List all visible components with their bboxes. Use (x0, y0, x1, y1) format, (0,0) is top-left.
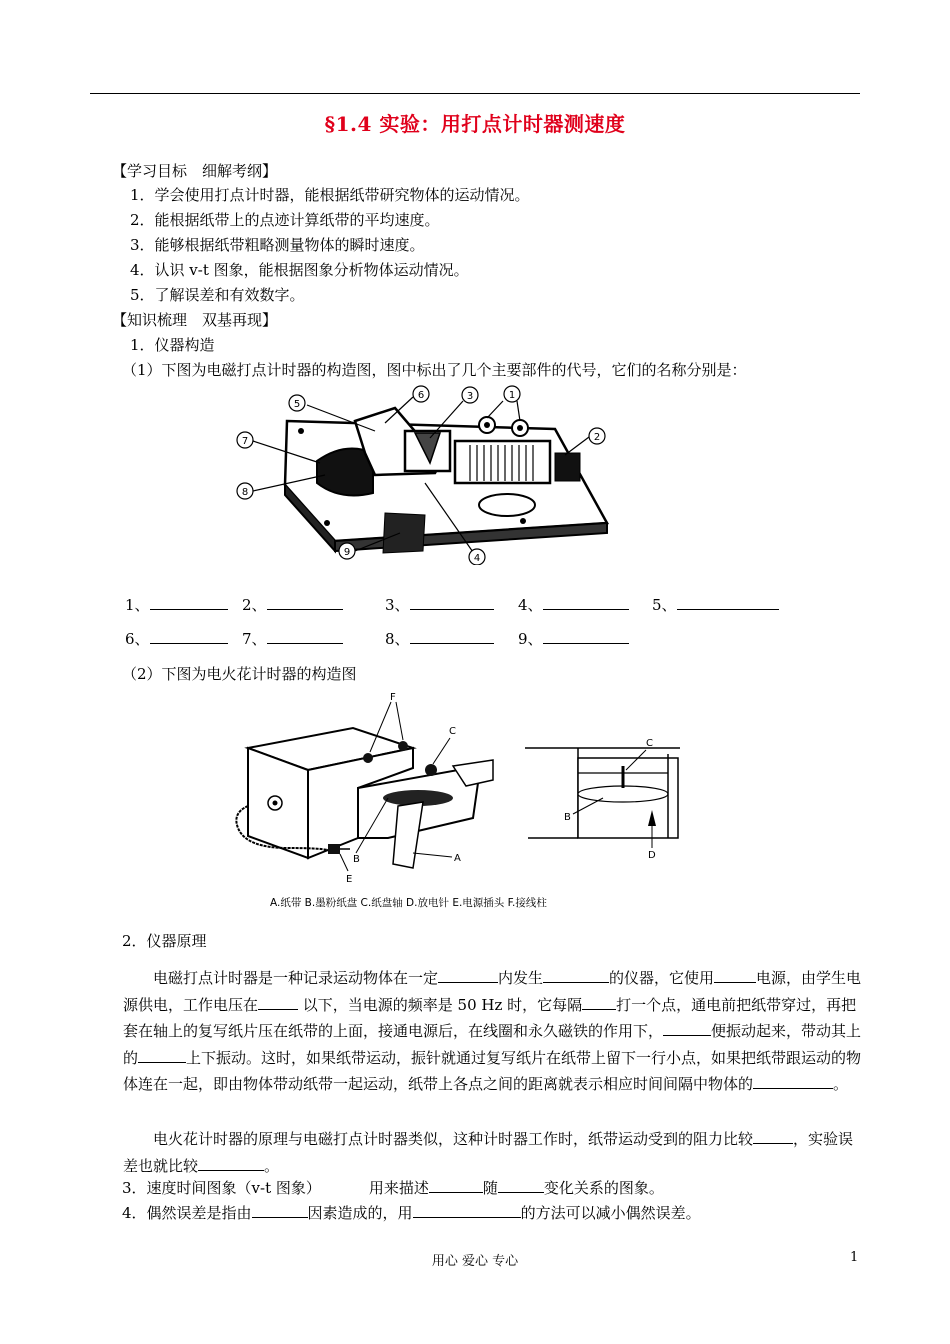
blank-p1-3[interactable] (714, 968, 756, 983)
answer-blank-6[interactable] (150, 629, 228, 644)
spark-diagram-caption: A.纸带 B.墨粉纸盘 C.纸盘轴 D.放电针 E.电源插头 F.接线柱 (270, 897, 547, 909)
goal-item-5: 5．了解误差和有效数字。 (130, 286, 305, 304)
answer-8: 8、 (385, 628, 494, 649)
section-2-heading: 2．仪器原理 (122, 932, 207, 950)
blank-s3-1[interactable] (429, 1178, 483, 1193)
answer-blank-3[interactable] (410, 595, 494, 610)
answer-4: 4、 (518, 594, 629, 615)
part-label-6: 6 (417, 390, 425, 401)
part-label-2: 2 (593, 432, 601, 443)
part-label-4: 4 (473, 553, 481, 564)
answer-blank-8[interactable] (410, 629, 494, 644)
part-label-7: 7 (241, 436, 249, 447)
answer-blank-9[interactable] (543, 629, 629, 644)
blank-p2-1[interactable] (753, 1129, 793, 1144)
part-label-1: 1 (508, 390, 516, 401)
header-rule (90, 93, 860, 94)
answer-blank-5[interactable] (677, 595, 779, 610)
goal-item-2: 2．能根据纸带上的点迹计算纸带的平均速度。 (130, 211, 440, 229)
section-3-text: 3．速度时间图象（v-t 图象） 用来描述 随 变化关系的图象。 (122, 1179, 664, 1197)
answer-6: 6、 (125, 628, 228, 649)
answer-blank-7[interactable] (267, 629, 343, 644)
answer-3: 3、 (385, 594, 494, 615)
spark-label-F: F (390, 692, 396, 703)
page-title: §1.4 实验：用打点计时器测速度 (324, 112, 626, 136)
blank-p1-5[interactable] (582, 995, 616, 1010)
principle-paragraph-1: 电磁打点计时器是一种记录运动物体在一定 内发生 的仪器，它使用 电源，由学生电源供电，工作电压在 以下，当电源的频率是 50 Hz 时，它每隔 打一个点，通电前把纸带穿过，再把套在轴上的复写纸片压在纸带的上面，接通电源后，在线圈和永久磁铁的作用下， 便振动起来，带动其上的 上下振动。这时，如果纸带运动，振针就通过复写纸片在纸带上留下一行小点，如果把纸带跟运动的物体连在一起，即由物体带动纸带一起运动，纸带上各点之间的距离就表示相应时间间隔中物体的 。 (123, 969, 862, 1093)
blank-p2-2[interactable] (198, 1156, 264, 1171)
blank-p1-6[interactable] (663, 1021, 711, 1036)
page-number: 1 (850, 1250, 859, 1265)
page-footer: 用心 爱心 专心 (431, 1254, 519, 1269)
goals-header: 【学习目标 细解考纲】 (112, 162, 278, 180)
blank-p1-8[interactable] (753, 1074, 833, 1089)
spark-label-C2: C (646, 738, 653, 749)
answer-blank-4[interactable] (543, 595, 629, 610)
section-1b-text: （2）下图为电火花计时器的构造图 (122, 665, 357, 683)
principle-paragraph-2: 电火花计时器的原理与电磁打点计时器类似，这种计时器工作时，纸带运动受到的阻力比较 ，实验误差也就比较 。 (123, 1130, 854, 1175)
answer-blank-2[interactable] (267, 595, 343, 610)
part-label-8: 8 (241, 487, 249, 498)
spark-label-C: C (449, 726, 456, 737)
blank-s4-1[interactable] (252, 1203, 308, 1218)
section-4-text: 4．偶然误差是指由 因素造成的，用 的方法可以减小偶然误差。 (122, 1204, 701, 1222)
goal-item-4: 4．认识 v-t 图象，能根据图象分析物体运动情况。 (130, 261, 469, 279)
answer-blank-1[interactable] (150, 595, 228, 610)
blank-p1-7[interactable] (138, 1048, 186, 1063)
answer-2: 2、 (242, 594, 343, 615)
part-label-5: 5 (293, 399, 301, 410)
blank-p1-4[interactable] (258, 995, 298, 1010)
spark-label-D: D (648, 850, 656, 861)
electromagnetic-timer-diagram (225, 383, 620, 565)
answer-7: 7、 (242, 628, 343, 649)
answer-5: 5、 (652, 594, 779, 615)
answer-1: 1、 (125, 594, 228, 615)
spark-label-B: B (353, 854, 360, 865)
goal-item-1: 1．学会使用打点计时器，能根据纸带研究物体的运动情况。 (130, 186, 530, 204)
spark-label-A: A (454, 853, 461, 864)
blank-s4-2[interactable] (413, 1203, 521, 1218)
blank-p1-2[interactable] (543, 968, 609, 983)
goal-item-3: 3．能够根据纸带粗略测量物体的瞬时速度。 (130, 236, 425, 254)
section-1a-text: （1）下图为电磁打点计时器的构造图，图中标出了几个主要部件的代号，它们的名称分别是： (122, 361, 747, 379)
spark-timer-diagram (228, 688, 688, 913)
answer-9: 9、 (518, 628, 629, 649)
spark-label-B2: B (564, 812, 571, 823)
knowledge-header: 【知识梳理 双基再现】 (112, 311, 278, 329)
blank-s3-2[interactable] (498, 1178, 544, 1193)
section-1-heading: 1．仪器构造 (130, 336, 215, 354)
blank-p1-1[interactable] (438, 968, 498, 983)
spark-label-E: E (346, 874, 353, 885)
part-label-3: 3 (466, 391, 474, 402)
part-label-9: 9 (343, 547, 351, 558)
